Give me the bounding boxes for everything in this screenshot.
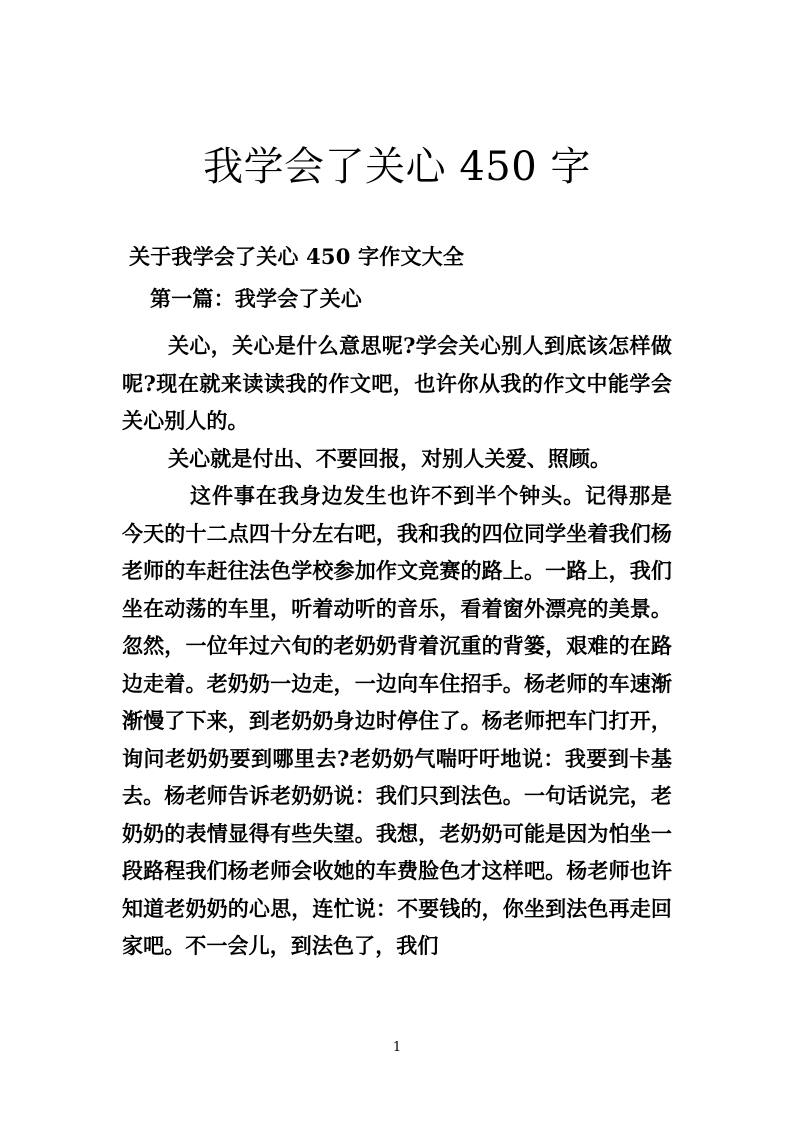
document-subtitle-chapter: 第一篇：我学会了关心 — [150, 286, 362, 311]
document-content — [122, 0, 672, 965]
body-paragraph: 关心，关心是什么意思呢?学会关心别人到底该怎样做呢?现在就来读读我的作文吧，也许你从我的作文中能学会关心别人的。 — [122, 333, 672, 433]
page-number: 1 — [392, 1040, 402, 1055]
body-paragraph: 关心就是付出、不要回报，对别人关爱、照顾。 — [168, 445, 612, 471]
page-title: 我学会了关心 450 字 — [203, 144, 591, 190]
document-subtitle-collection: 关于我学会了关心 450 字作文大全 — [129, 244, 465, 269]
body-paragraph: 这件事在我身边发生也许不到半个钟头。记得那是今天的十二点四十分左右吧，我和我的四位同学坐着我们杨老师的车赶往法色学校参加作文竞赛的路上。一路上，我们坐在动荡的车里，听着动听的音乐，看着窗外漂亮的美景。忽然，一位年过六旬的老奶奶背着沉重的背篓，艰难的在路边走着。老奶奶一边走，一边向车住招手。杨老师的车速渐渐慢了下来，到老奶奶身边时停住了。杨老师把车门打开，询问老奶奶要到哪里去?老奶奶气喘吁吁地说：我要到卡基去。杨老师告诉老奶奶说：我们只到法色。一句话说完，老奶奶的表情显得有些失望。我想，老奶奶可能是因为怕坐一段路程我们杨老师会收她的车费脸色才这样吧。杨老师也许知道老奶奶的心思，连忙说：不要钱的，你坐到法色再走回家吧。不一会儿，到法色了，我们 — [122, 483, 672, 958]
